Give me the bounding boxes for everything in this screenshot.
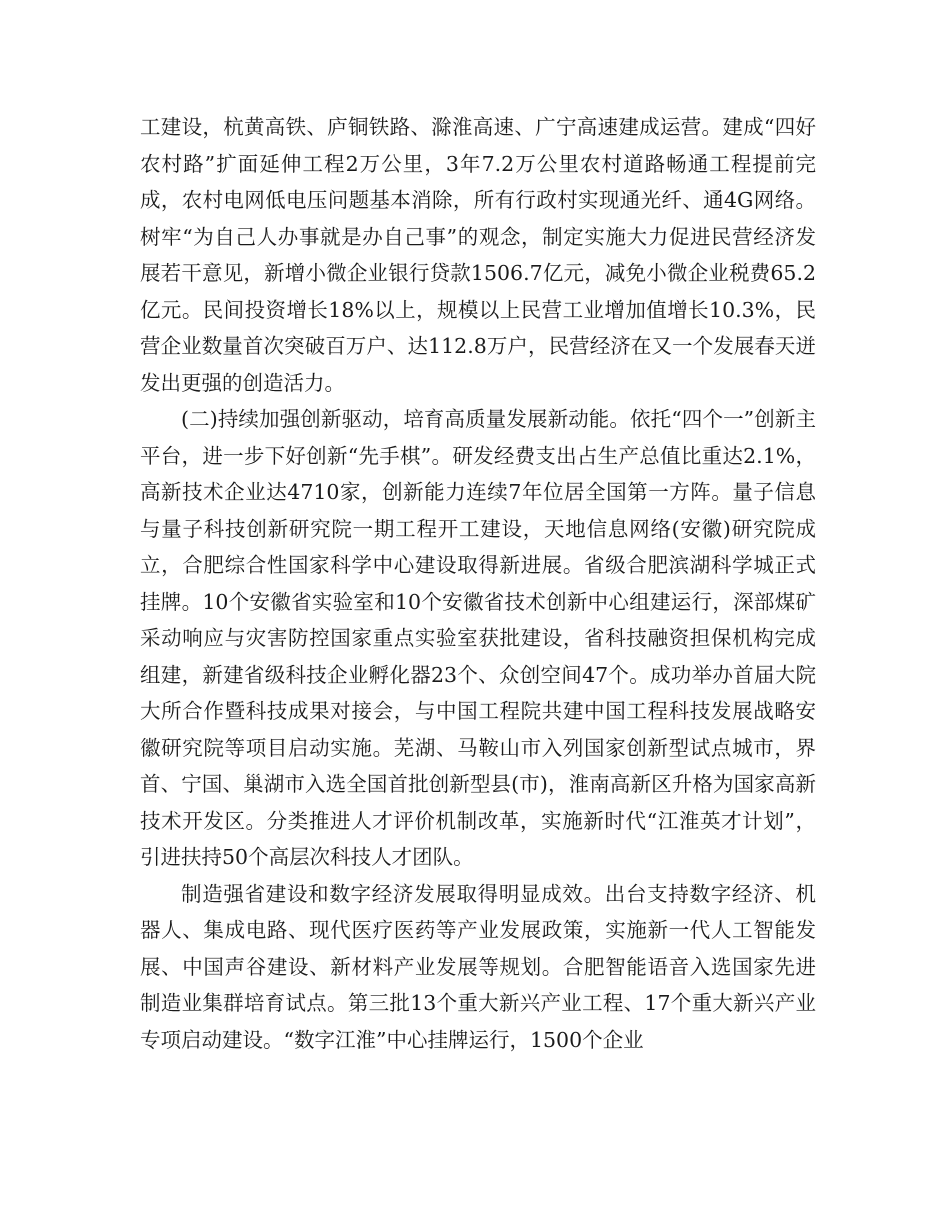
document-body (140, 109, 816, 1058)
paragraph-manufacturing-digital-economy: 制造强省建设和数字经济发展取得明显成效。出台支持数字经济、机器人、集成电路、现代医疗医药等产业发展政策，实施新一代人工智能发展、中国声谷建设、新材料产业发展等规划。合肥智能语音入选国家先进制造业集群培育试点。第三批13个重大新兴产业工程、17个重大新兴产业专项启动建设。“数字江淮”中心挂牌运行，1500个企业 (140, 881, 816, 1052)
paragraph-innovation-driven: (二)持续加强创新驱动，培育高质量发展新动能。依托“四个一”创新主平台，进一步下好创新“先手棋”。研发经费支出占生产总值比重达2.1%，高新技术企业达4710家，创新能力连续7年位居全国第一方阵。量子信息与量子科技创新研究院一期工程开工建设，天地信息网络(安徽)研究院成立，合肥综合性国家科学中心建设取得新进展。省级合肥滨湖科学城正式挂牌。10个安徽省实验室和10个安徽省技术创新中心组建运行，深部煤矿采动响应与灾害防控国家重点实验室获批建设，省科技融资担保机构完成组建，新建省级科技企业孵化器23个、众创空间47个。成功举办首届大院大所合作暨科技成果对接会，与中国工程院共建中国工程科技发展战略安徽研究院等项目启动实施。芜湖、马鞍山市入列国家创新型试点城市，界首、宁国、巢湖市入选全国首批创新型县(市)，淮南高新区升格为国家高新技术开发区。分类推进人才评价机制改革，实施新时代“江淮英才计划”，引进扶持50个高层次科技人才团队。 (140, 407, 816, 869)
paragraph-infrastructure-private-economy: 工建设，杭黄高铁、庐铜铁路、滁淮高速、广宁高速建成运营。建成“四好农村路”扩面延伸工程2万公里，3年7.2万公里农村道路畅通工程提前完成，农村电网低电压问题基本消除，所有行政村实现通光纤、通4G网络。树牢“为自己人办事就是办自己事”的观念，制定实施大力促进民营经济发展若干意见，新增小微企业银行贷款1506.7亿元，减免小微企业税费65.2亿元。民间投资增长18%以上，规模以上民营工业增加值增长10.3%，民营企业数量首次突破百万户、达112.8万户，民营经济在又一个发展春天迸发出更强的创造活力。 (140, 115, 816, 395)
